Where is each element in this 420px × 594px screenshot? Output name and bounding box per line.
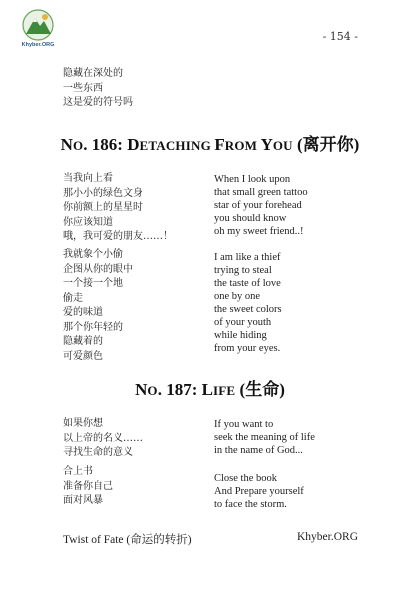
footer-site-name: Khyber.ORG bbox=[296, 531, 358, 543]
cn-stanza-186-1 bbox=[63, 172, 173, 245]
text-line: 如果你想 bbox=[63, 418, 103, 429]
heading-part: O bbox=[72, 138, 84, 153]
text-line: 寻找生命的意义 bbox=[63, 447, 133, 458]
text-line: trying to steal bbox=[214, 265, 272, 276]
text-line: 那小小的绿色文身 bbox=[63, 187, 143, 199]
text-line: 隐藏在深处的 bbox=[63, 68, 123, 79]
text-line: 面对风暴 bbox=[63, 495, 103, 506]
text-line: 哦，我可爱的朋友……！ bbox=[63, 231, 173, 242]
cn-stanza-187-1 bbox=[63, 417, 143, 461]
logo-text: Khyber.ORG bbox=[21, 42, 55, 48]
page-number: - 154 - bbox=[322, 30, 358, 43]
text-line: to face the storm. bbox=[214, 499, 287, 510]
text-line: while hiding bbox=[214, 330, 267, 341]
text-line: 准备你自己 bbox=[63, 480, 113, 492]
text-line: 偷走 bbox=[63, 292, 83, 304]
heading-part: ETACHING bbox=[139, 138, 215, 153]
text-line: star of your forehead bbox=[214, 200, 302, 211]
heading-part: N bbox=[135, 380, 148, 399]
text-line: one by one bbox=[214, 291, 261, 302]
text-line: oh my sweet friend..! bbox=[214, 226, 304, 237]
text-line: I am like a thief bbox=[214, 252, 281, 263]
poem-heading-187 bbox=[0, 375, 420, 400]
en-stanza-187-2 bbox=[214, 472, 304, 511]
text-line: And Prepare yourself bbox=[214, 486, 304, 497]
mountain-logo-icon bbox=[18, 8, 58, 42]
heading-part: N bbox=[60, 135, 73, 154]
text-line: 企图从你的眼中 bbox=[63, 263, 133, 275]
text-line: Close the book bbox=[214, 473, 277, 484]
text-line: in the name of God... bbox=[214, 445, 303, 456]
text-line: 你前额上的星星时 bbox=[63, 202, 143, 213]
text-line: 可爱颜色 bbox=[63, 350, 103, 362]
heading-part: O bbox=[147, 383, 158, 398]
text-line: 合上书 bbox=[63, 466, 93, 477]
text-line: 以上帝的名义…… bbox=[63, 432, 143, 444]
text-line: 那个你年轻的 bbox=[63, 321, 123, 333]
en-stanza-186-2 bbox=[214, 251, 282, 355]
heading-part: F bbox=[214, 135, 225, 154]
text-line: the sweet colors bbox=[214, 304, 282, 315]
text-line: 爱的味道 bbox=[63, 307, 103, 318]
heading-part: (生命) bbox=[235, 380, 285, 399]
text-line: 我就象个小偷 bbox=[63, 249, 123, 260]
heading-part: L bbox=[201, 380, 213, 399]
khyber-logo bbox=[18, 8, 58, 50]
heading-part: ROM bbox=[224, 138, 261, 153]
heading-part: OU bbox=[272, 138, 293, 153]
heading-part: . 186: bbox=[83, 135, 128, 154]
heading-part: IFE bbox=[213, 383, 236, 398]
text-line: 当我向上看 bbox=[63, 173, 113, 184]
poem-heading-186 bbox=[0, 130, 420, 155]
heading-part: . 187: bbox=[157, 380, 202, 399]
text-line: When I look upon bbox=[214, 174, 291, 185]
intro-stanza bbox=[63, 67, 133, 111]
footer-book-title: Twist of Fate (命运的转折) bbox=[63, 534, 192, 546]
heading-part: (离开你) bbox=[292, 135, 360, 154]
text-line: seek the meaning of life bbox=[214, 432, 315, 443]
heading-part: Y bbox=[260, 135, 273, 154]
cn-stanza-187-2 bbox=[63, 465, 113, 509]
text-line: you should know bbox=[214, 213, 287, 224]
text-line: 你应该知道 bbox=[63, 216, 113, 228]
text-line: the taste of love bbox=[214, 278, 281, 289]
text-line: 一个接一个地 bbox=[63, 278, 123, 289]
cn-stanza-186-2 bbox=[63, 248, 133, 364]
text-line: of your youth bbox=[214, 317, 272, 328]
text-line: from your eyes. bbox=[214, 343, 281, 354]
text-line: 这是爱的符号吗 bbox=[63, 97, 133, 108]
en-stanza-186-1 bbox=[214, 173, 308, 238]
text-line: If you want to bbox=[214, 419, 274, 430]
text-line: that small green tattoo bbox=[214, 187, 308, 198]
en-stanza-187-1 bbox=[214, 418, 315, 457]
text-line: 一些东西 bbox=[63, 82, 103, 94]
heading-part: D bbox=[127, 135, 140, 154]
text-line: 隐藏着的 bbox=[63, 336, 103, 347]
